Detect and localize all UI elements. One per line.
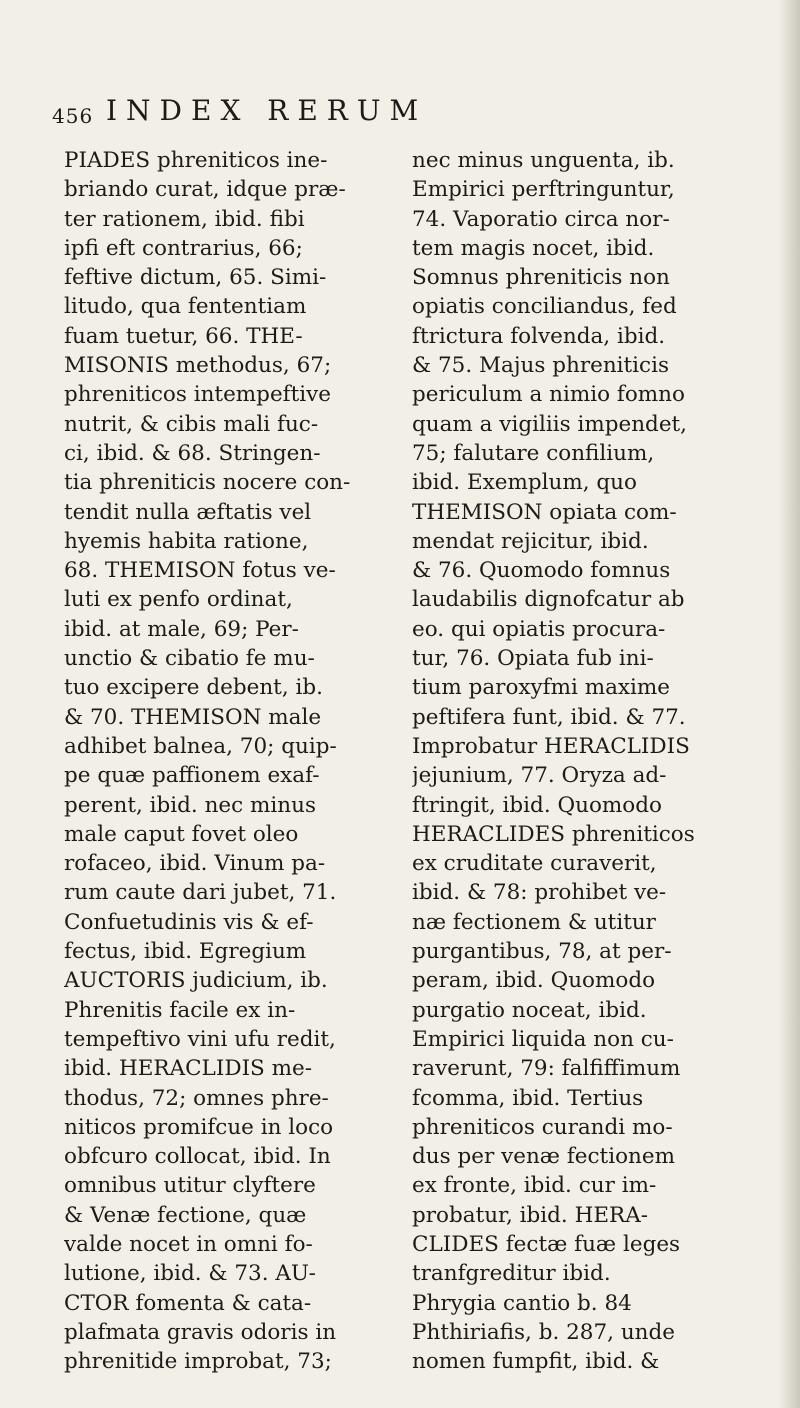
index-line: ter rationem, ibid. fibi [64,206,305,232]
page-number: 456 [52,104,94,128]
index-line: tempeftivo vini ufu redit, [64,1026,336,1052]
index-line: & Venæ fectione, quæ [64,1202,307,1228]
index-line: Phrygia cantio b. 84 [412,1290,632,1316]
index-line: tium paroxyfmi maxime [412,675,671,701]
index-column-right [412,146,742,1376]
index-line: hyemis habita ratione, [64,528,309,554]
index-line: valde nocet in omni fo- [64,1231,313,1257]
index-line: ibid. at male, 69; Per- [64,616,299,642]
index-line: nec minus unguenta, ib. [412,148,675,173]
index-line: laudabilis dignofcatur ab [412,587,685,613]
index-line: unctio & cibatio fe mu- [64,646,315,672]
index-line: mendat rejicitur, ibid. [412,528,649,554]
index-line: tia phreniticis nocere con- [64,470,351,496]
index-line: phreniticos intempeftive [64,382,332,408]
index-line: ibid. & 78: prohibet ve- [412,880,667,906]
index-line: THEMISON opiata com- [412,499,677,525]
index-line: phrenitide improbat, 73; [64,1349,332,1375]
index-line: feftive dictum, 65. Simi- [64,265,327,291]
index-line: 75; falutare confilium, [412,440,655,466]
index-line: raverunt, 79: falfiffimum [412,1056,681,1082]
index-line: male caput fovet oleo [64,821,299,847]
index-line: Empirici perftringuntur, [412,177,675,203]
index-line: luti ex penfo ordinat, [64,587,293,613]
index-line: ex cruditate curaverit, [412,851,657,877]
index-column-left [64,146,394,1376]
index-line: næ fectionem & utitur [412,909,656,935]
index-line: CLIDES fectæ fuæ leges [412,1231,681,1257]
index-line: purgatio noceat, ibid. [412,997,647,1023]
index-line: adhibet balnea, 70; quip- [64,733,337,759]
index-line: perent, ibid. nec minus [64,792,317,818]
index-line: ibid. Exemplum, quo [412,470,637,496]
index-line: peram, ibid. Quomodo [412,968,656,994]
index-line: peftifera funt, ibid. & 77. [412,704,686,730]
index-line: obfcuro collocat, ibid. In [64,1144,331,1170]
index-line: ex fronte, ibid. cur im- [412,1173,657,1199]
index-line: omnibus utitur clyftere [64,1173,316,1199]
index-line: nutrit, & cibis mali fuc- [64,411,319,437]
index-line: lutione, ibid. & 73. AU- [64,1261,316,1287]
index-line: eo. qui opiatis procura- [412,616,666,642]
index-line: & 70. THEMISON male [64,704,322,730]
index-line: dus per venæ fectionem [412,1144,675,1170]
index-line: & 75. Majus phreniticis [412,353,670,379]
index-line: plafmata gravis odoris in [64,1319,337,1345]
index-line: ftrictura folvenda, ibid. [412,323,666,349]
index-line: thodus, 72; omnes phre- [64,1085,329,1111]
index-line: ci, ibid. & 68. Stringen- [64,440,321,466]
index-line: quam a vigiliis impendet, [412,411,688,437]
index-line: nomen fumpfit, ibid. & [412,1349,660,1375]
index-line: pe quæ paffionem exaf- [64,763,320,789]
running-title: INDEX RERUM [106,94,428,127]
index-line: ipfi eft contrarius, 66; [64,235,303,261]
index-line: 74. Vaporatio circa nor- [412,206,670,232]
index-line: niticos promifcue in loco [64,1114,334,1140]
index-line: Empirici liquida non cu- [412,1026,674,1052]
index-line: PIADES phreniticos ine- [64,148,328,173]
index-line: purgantibus, 78, at per- [412,939,672,965]
index-line: HERACLIDES phreniticos [412,821,695,847]
index-line: Confuetudinis vis & ef- [64,909,314,935]
index-line: tranfgreditur ibid. [412,1261,611,1287]
index-line: jejunium, 77. Oryza ad- [412,763,667,789]
index-line: periculum a nimio fomno [412,382,685,408]
page-header [0,94,800,134]
index-line: Somnus phreniticis non [412,265,670,291]
index-line: ftringit, ibid. Quomodo [412,792,662,818]
index-line: rum caute dari jubet, 71. [64,880,337,906]
index-line: tendit nulla æftatis vel [64,499,312,525]
index-line: Phthiriafis, b. 287, unde [412,1319,676,1345]
index-line: opiatis conciliandus, fed [412,294,677,320]
index-line: fectus, ibid. Egregium [64,939,307,965]
index-line: phreniticos curandi mo- [412,1114,673,1140]
index-line: MISONIS methodus, 67; [64,353,332,379]
index-line: tuo excipere debent, ib. [64,675,323,701]
index-line: tur, 76. Opiata fub ini- [412,646,654,672]
index-line: AUCTORIS judicium, ib. [64,968,328,994]
index-line: fuam tuetur, 66. THE- [64,323,303,349]
index-line: Phrenitis facile ex in- [64,997,296,1023]
index-line: tem magis nocet, ibid. [412,235,655,261]
index-line: ibid. HERACLIDIS me- [64,1056,312,1082]
index-line: probatur, ibid. HERA- [412,1202,649,1228]
index-line: fcomma, ibid. Tertius [412,1085,644,1111]
index-line: & 76. Quomodo fomnus [412,558,671,584]
index-line: CTOR fomenta & cata- [64,1290,312,1316]
index-line: briando curat, idque præ- [64,177,346,203]
index-line: 68. THEMISON fotus ve- [64,558,336,584]
index-line: Improbatur HERACLIDIS [412,733,690,759]
index-line: litudo, qua fententiam [64,294,307,320]
page-edge-shadow [778,0,800,1408]
index-line: rofaceo, ibid. Vinum pa- [64,851,326,877]
